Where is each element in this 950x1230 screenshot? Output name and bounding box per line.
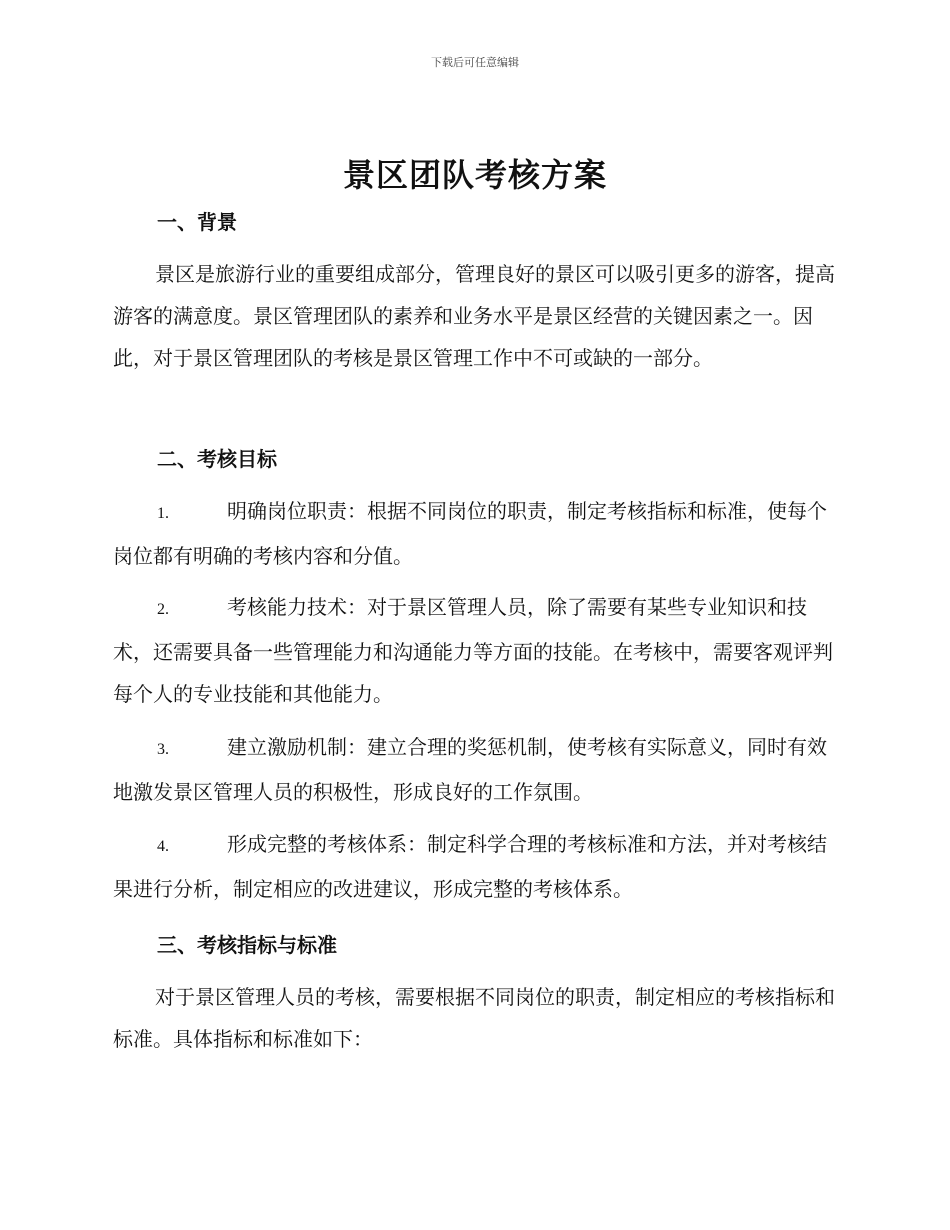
background-paragraph: 景区是旅游行业的重要组成部分，管理良好的景区可以吸引更多的游客，提高游客的满意度。景区管理团队的素养和业务水平是景区经营的关键因素之一。因此，对于景区管理团队的考核是景区管理工作中不可或缺的一部分。 [113,262,835,370]
section-heading-goals: 二、考核目标 [157,447,277,471]
header-note: 下载后可任意编辑 [431,56,519,69]
section-heading-standards: 三、考核指标与标准 [157,933,337,957]
list-item-number: 3. [157,741,169,758]
section-heading-background: 一、背景 [157,210,237,234]
list-item-text: 形成完整的考核体系：制定科学合理的考核标准和方法，并对考核结果进行分析，制定相应的改进建议，形成完整的考核体系。 [113,832,827,901]
list-item [113,823,835,910]
list-item [113,726,835,813]
list-item [113,490,835,577]
standards-paragraph: 对于景区管理人员的考核，需要根据不同岗位的职责，制定相应的考核指标和标准。具体指标和标准如下： [113,985,835,1051]
list-item [113,586,835,715]
list-item-text: 明确岗位职责：根据不同岗位的职责，制定考核指标和标准，使每个岗位都有明确的考核内容和分值。 [113,499,827,568]
list-item-number: 4. [157,838,169,855]
document-title: 景区团队考核方案 [342,156,607,194]
list-item-number: 1. [157,505,169,522]
list-item-number: 2. [157,601,169,618]
list-item-text: 建立激励机制：建立合理的奖惩机制，使考核有实际意义，同时有效地激发景区管理人员的积极性，形成良好的工作氛围。 [113,735,827,804]
list-item-text: 考核能力技术：对于景区管理人员，除了需要有某些专业知识和技术，还需要具备一些管理能力和沟通能力等方面的技能。在考核中，需要客观评判每个人的专业技能和其他能力。 [113,595,833,706]
